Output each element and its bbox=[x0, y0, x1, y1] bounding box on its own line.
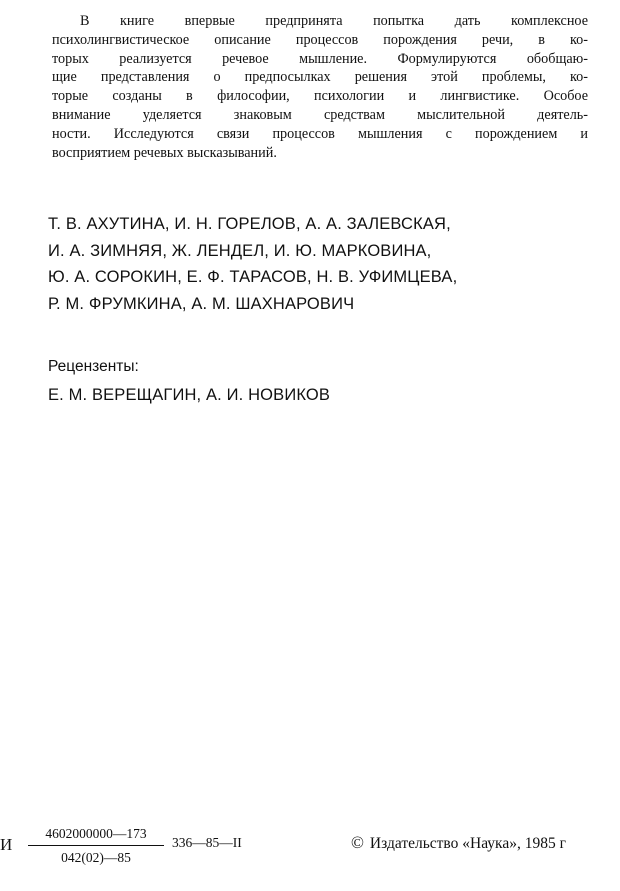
abstract-paragraph bbox=[52, 12, 588, 162]
authors-list bbox=[48, 211, 548, 317]
catalog-index-numerator: 4602000000—173 bbox=[45, 826, 147, 841]
reviewers-names: Е. М. ВЕРЕЩАГИН, А. И. НОВИКОВ bbox=[48, 386, 331, 404]
abstract-line: психолингвистическое описание процессов порождения речи, в ко- bbox=[52, 31, 588, 48]
authors-line: Ю. А. СОРОКИН, Е. Ф. ТАРАСОВ, Н. В. УФИМЦЕВА, bbox=[48, 268, 458, 286]
authors-line: Р. М. ФРУМКИНА, А. М. ШАХНАРОВИЧ bbox=[48, 294, 355, 313]
abstract-line: восприятием речевых высказываний. bbox=[52, 144, 277, 161]
abstract-line: щие представления о предпосылках решения этой проблемы, ко- bbox=[52, 69, 588, 86]
reviewers-label: Рецензенты: bbox=[48, 358, 139, 375]
copyright-icon: © bbox=[351, 833, 364, 852]
publication-code: 336—85—II bbox=[172, 835, 242, 850]
catalog-index-denominator: 042(02)—85 bbox=[61, 850, 131, 865]
abstract-line: торые созданы в философии, психологии и лингвистике. Особое bbox=[52, 88, 588, 105]
catalog-index-letter: И bbox=[0, 835, 13, 854]
abstract-line: внимание уделяется знаковым средствам мыслительной деятель- bbox=[52, 106, 588, 123]
catalog-index-fraction bbox=[28, 826, 164, 866]
authors-line: Т. В. АХУТИНА, И. Н. ГОРЕЛОВ, А. А. ЗАЛЕВСКАЯ, bbox=[48, 215, 451, 233]
abstract-line: ности. Исследуются связи процессов мышления с порождением и bbox=[52, 125, 588, 142]
copyright-notice bbox=[351, 833, 566, 853]
abstract-line: В книге впервые предпринята попытка дать комплексное bbox=[80, 13, 588, 29]
authors-line: И. А. ЗИМНЯЯ, Ж. ЛЕНДЕЛ, И. Ю. МАРКОВИНА, bbox=[48, 241, 432, 260]
abstract-line: торых реализуется речевое мышление. Формулируются обобщаю- bbox=[52, 50, 588, 67]
copyright-text: Издательство «Наука», 1985 г bbox=[369, 835, 566, 852]
fraction-bar bbox=[28, 845, 164, 846]
